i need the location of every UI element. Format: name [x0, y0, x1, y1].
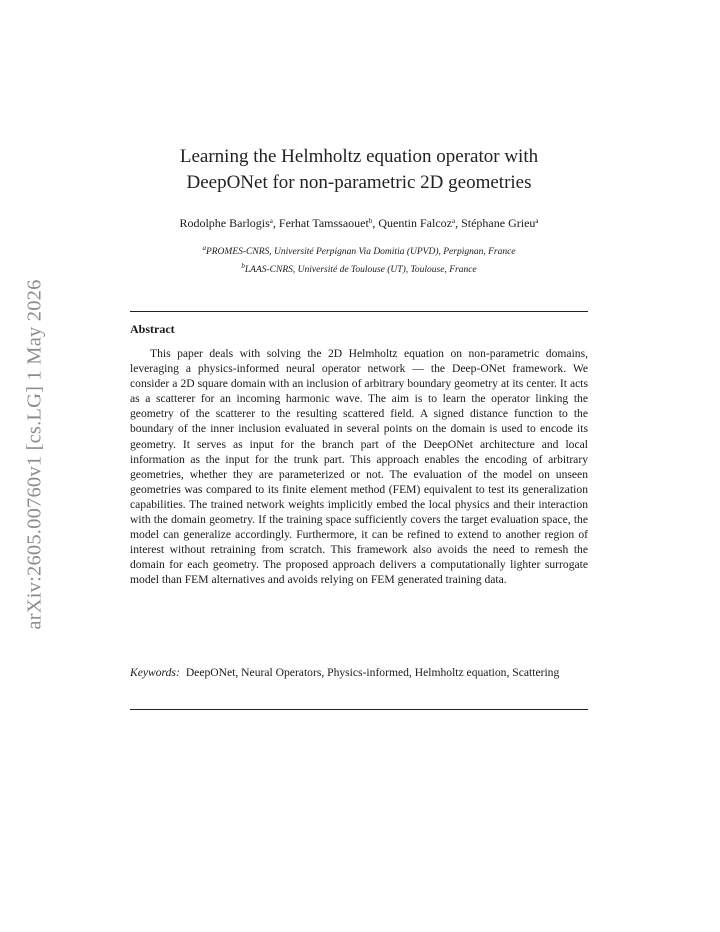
author-affiliation-mark: b — [368, 217, 373, 225]
author-name: Rodolphe Barlogis — [179, 216, 270, 230]
affiliation-mark: b — [241, 262, 245, 270]
abstract-top-rule — [130, 311, 588, 312]
abstract-heading: Abstract — [130, 322, 175, 336]
affiliation-mark: a — [202, 244, 206, 252]
author-affiliation-mark: a — [451, 217, 456, 225]
keywords-label: Keywords: — [130, 666, 180, 679]
keywords-text: DeepONet, Neural Operators, Physics-informed, Helmholtz equation, Scattering — [185, 666, 560, 679]
author-name: Quentin Falcoz — [378, 216, 452, 230]
abstract-bottom-rule — [130, 709, 588, 710]
paper-title-line-1: Learning the Helmholtz equation operator with — [179, 146, 539, 167]
affiliation-text: PROMES-CNRS, Université Perpignan Via Domitia (UPVD), Perpignan, France — [205, 247, 516, 257]
arxiv-identifier-stamp — [20, 264, 50, 644]
affiliation-list — [130, 241, 588, 277]
affiliation-text: LAAS-CNRS, Université de Toulouse (UT), Toulouse, France — [244, 265, 477, 275]
keywords — [130, 665, 588, 681]
arxiv-identifier-text: arXiv:2605.00760v1 [cs.LG] 1 May 2026 — [23, 278, 46, 630]
author-name: Ferhat Tamssaouet — [278, 216, 369, 230]
author-list: Rodolphe Barlogis$^a$, Ferhat Tamssaouet$^b$, Quentin Falcoz$^a$, Stéphane Grieu$^a$ — [179, 216, 539, 230]
affiliation-line — [130, 241, 588, 259]
author-affiliation-mark: a — [269, 217, 273, 225]
abstract-body: This paper deals with solving the 2D Helmholtz equation on non-parametric domains, leveraging a physics-informed neural operator network — the Deep-ONet framework. We consider a 2D square domain with an inclusion of arbitrary boundary geometry at its center. It acts as a scatterer for an incoming harmonic wave. The aim is to learn the operator linking the geometry of the scatterer to the resulting scattered field. A signed distance function to the boundary of the inner inclusion evaluated in several points on the domain is used to encode its geometry. It serves as input for the branch part of the DeepONet architecture and local information as the input for the trunk part. This approach enables the encoding of arbitrary geometries, whether they are parameterized or not. The evaluation of the model on unseen geometries was compared to its finite element method (FEM) equivalent to test its generalization capabilities. The trained network weights implicitly embed the local physics and their interaction with the domain geometry. If the training space sufficiently covers the target evaluation space, the model can generalize accordingly. Furthermore, it can be refined to extend to another region of interest without retraining from scratch. This framework also avoids the need to remesh the domain for each geometry. The proposed approach delivers a computationally lighter surrogate model than FEM alternatives and avoids relying on FEM generated training data. — [130, 347, 588, 587]
author-affiliation-mark: a — [535, 217, 539, 225]
paper-title — [130, 144, 588, 196]
paper-title-line-2: DeepONet for non-parametric 2D geometries — [186, 172, 532, 193]
author-name: Stéphane Grieu — [461, 216, 536, 230]
affiliation-line — [130, 259, 588, 277]
